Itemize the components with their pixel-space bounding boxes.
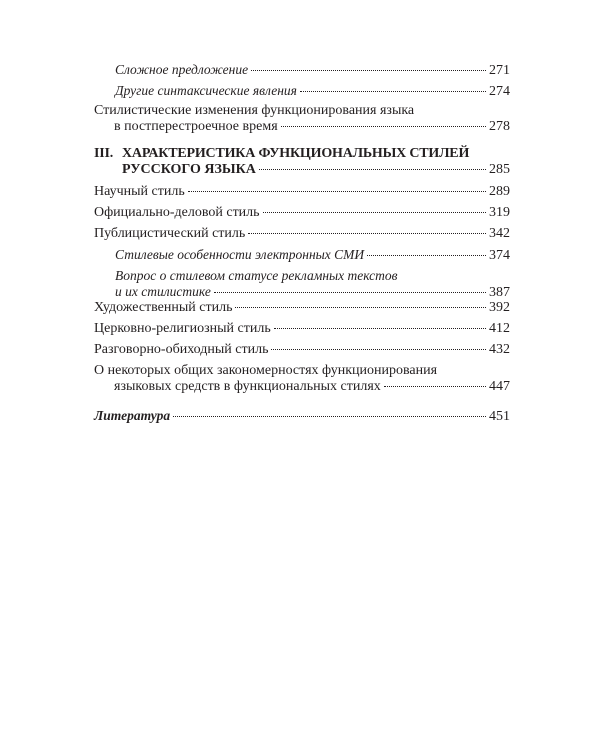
toc-entry-electronic-media[interactable] [115, 247, 510, 264]
toc-page-number: 432 [489, 342, 510, 357]
toc-entry-church[interactable] [94, 321, 510, 337]
leader-dots [173, 416, 486, 417]
leader-dots [259, 169, 486, 170]
toc-entry-official[interactable] [94, 205, 510, 221]
toc-entry-journalistic[interactable] [94, 226, 510, 242]
toc-entry-label: Стилевые особенности электронных СМИ [115, 247, 365, 262]
section-title-line2: РУССКОГО ЯЗЫКА [122, 162, 256, 177]
toc-entry-label: Церковно-религиозный стиль [94, 321, 271, 336]
toc-page-number: 451 [489, 409, 510, 424]
toc-entry-stylistic-changes[interactable] [94, 103, 510, 135]
toc-entry-scientific[interactable] [94, 184, 510, 200]
section-number: III. [94, 146, 114, 161]
leader-dots [384, 386, 486, 387]
leader-dots [235, 307, 486, 308]
leader-dots [300, 91, 486, 92]
toc-entry-label-line2: в постперестроечное время [114, 119, 278, 134]
leader-dots [188, 191, 486, 192]
toc-entry-label-line2: и их стилистике [115, 284, 211, 299]
toc-entry-complex-sentence[interactable] [115, 62, 510, 79]
toc-section-3[interactable] [94, 146, 510, 178]
toc-entry-label: Разговорно-обиходный стиль [94, 342, 269, 357]
toc-page-number: 412 [489, 321, 510, 336]
toc-page-number: 342 [489, 226, 510, 241]
toc-entry-label: Научный стиль [94, 184, 185, 199]
toc-page-number: 271 [489, 63, 510, 78]
toc-page-number: 289 [489, 184, 510, 199]
leader-dots [248, 233, 486, 234]
leader-dots [271, 349, 486, 350]
toc-entry-label-line1: Вопрос о стилевом статусе рекламных текстов [115, 268, 398, 283]
toc-entry-label-line1: Стилистические изменения функционирования языка [94, 103, 415, 118]
toc-page-number: 374 [489, 248, 510, 263]
toc-entry-label: Сложное предложение [115, 62, 249, 77]
toc-entry-literature[interactable] [94, 408, 510, 425]
toc-entry-label: Другие синтаксические явления [115, 83, 297, 98]
section-title-line1: ХАРАКТЕРИСТИКА ФУНКЦИОНАЛЬНЫХ СТИЛЕЙ [122, 146, 470, 161]
leader-dots [281, 126, 486, 127]
toc-entry-label: Художественный стиль [94, 300, 233, 315]
toc-entry-label: Литература [94, 408, 171, 423]
leader-dots [274, 328, 486, 329]
leader-dots [251, 70, 486, 71]
toc-page-number: 387 [489, 285, 510, 300]
leader-dots [367, 255, 486, 256]
toc-page-number: 392 [489, 300, 510, 315]
toc-entry-colloquial[interactable] [94, 342, 510, 358]
toc-entry-artistic[interactable] [94, 300, 510, 316]
toc-page-number: 319 [489, 205, 510, 220]
toc-entry-label: Официально-деловой стиль [94, 205, 260, 220]
toc-page-number: 274 [489, 84, 510, 99]
leader-dots [214, 292, 486, 293]
toc-page-number: 285 [489, 162, 510, 177]
toc-entry-advertising[interactable] [115, 268, 510, 301]
toc-page-number: 278 [489, 119, 510, 134]
toc-entry-label-line2: языковых средств в функциональных стилях [114, 379, 381, 394]
toc-entry-label-line1: О некоторых общих закономерностях функционирования [94, 363, 438, 378]
leader-dots [263, 212, 486, 213]
toc-entry-other-syntax[interactable] [115, 83, 510, 100]
toc-entry-label: Публицистический стиль [94, 226, 246, 241]
toc-entry-general-patterns[interactable] [94, 363, 510, 395]
toc-page-number: 447 [489, 379, 510, 394]
